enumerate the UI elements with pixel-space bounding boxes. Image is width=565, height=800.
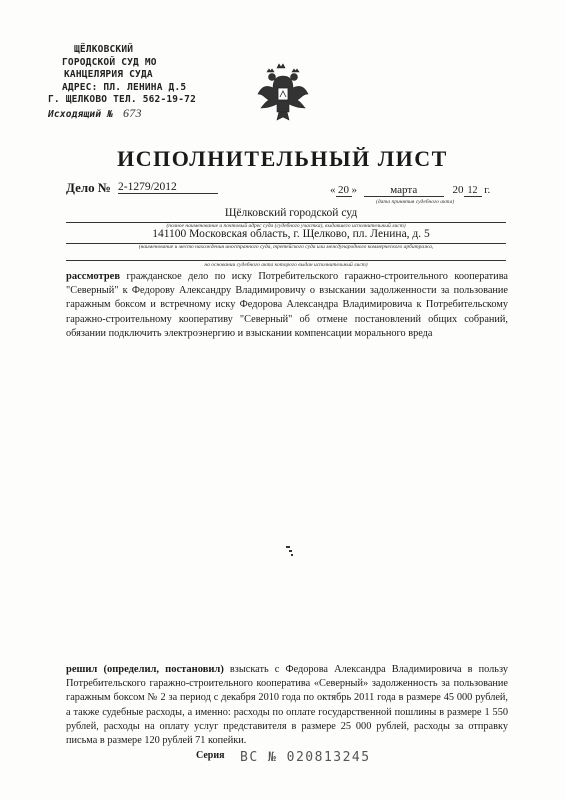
series-number: ВС № 020813245 [240, 750, 371, 765]
date-close-quote: » [351, 184, 357, 196]
court-name: Щёлковский городской суд [224, 207, 358, 219]
speck [289, 550, 292, 552]
court-name-caption: (полное наименование и почтовый адрес суда (судебного участка), выдавшего исполнительный лист) [166, 223, 406, 229]
speck [286, 546, 290, 548]
stamp-outgoing-label: Исходящий № [48, 108, 114, 120]
case-number: 2-1279/2012 [118, 181, 218, 194]
stamp-line-1: ЩЁЛКОВСКИЙ [74, 44, 134, 55]
date-day: 20 [336, 184, 352, 197]
stamp-line-2: ГОРОДСКОЙ СУД МО [62, 56, 157, 68]
stamp-line-4: АДРЕС: ПЛ. ЛЕНИНА Д.5 [62, 81, 187, 93]
decision-text: взыскать с Федорова Александра Владимировича в пользу Потребительского гаражно-строительного кооператива «Северный» задолженность за пользование гаражным боксом № 2 за период с декабря 2010 года по октябрь 2011 года в размере 45 000 рублей, а также судебные расходы, а именно: расходы по оплате государственной пошлины в размере 1 550 рублей, расходы на оплату услуг представителя в размере 25 000 рублей, расходы за отправку письма в размере 120 рублей 71 копейки. [66, 664, 508, 747]
basis-line [66, 260, 506, 261]
case-label: Дело № [66, 180, 111, 195]
decision-label: решил (определил, постановил) [66, 664, 224, 675]
basis-caption: на основании судебного акта которого выдан исполнительный лист) [204, 262, 368, 268]
court-stamp [48, 44, 208, 121]
date-year-suffix: 12 [464, 185, 482, 197]
stamp-line-3: КАНЦЕЛЯРИЯ СУДА [64, 69, 153, 80]
speck [291, 554, 293, 556]
document-title: ИСПОЛНИТЕЛЬНЫЙ ЛИСТ [117, 146, 448, 171]
coat-of-arms-icon [255, 62, 311, 124]
decision-section [66, 663, 508, 748]
decision-date [330, 184, 490, 197]
stamp-outgoing-number: 673 [123, 105, 142, 120]
stamp-outgoing [48, 107, 208, 122]
court-address: 141100 Московская область, г. Щелково, пл. Ленина, д. 5 [152, 228, 430, 240]
considered-section [66, 270, 508, 341]
date-caption: (дата принятия судебного акта) [376, 199, 455, 205]
considered-label: рассмотрев [66, 271, 120, 282]
date-year-prefix: 20 [452, 184, 464, 196]
court-address-caption: (наименование и место нахождения иностранного суда, третейского суда или международного коммерческого арбитража, [138, 244, 434, 250]
stamp-line-5: Г. ЩЕЛКОВО ТЕЛ. 562-19-72 [48, 94, 196, 105]
series-label: Серия [196, 750, 225, 761]
date-year-unit: г. [484, 184, 491, 196]
date-month: марта [364, 184, 444, 197]
considered-text: гражданское дело по иску Потребительского гаражно-строительного кооператива "Северный" к Федорову Александру Владимировичу о взыскании задолженности за пользование гаражным боксом и встречному иску Федорова Александра Владимировича к Потребительскому гаражно-строительному кооперативу "Северный" об отмене постановлений общих собраний, обязании подключить электроэнергию и взыскании компенсации морального вреда [66, 271, 508, 339]
date-open-quote: « [330, 184, 336, 196]
